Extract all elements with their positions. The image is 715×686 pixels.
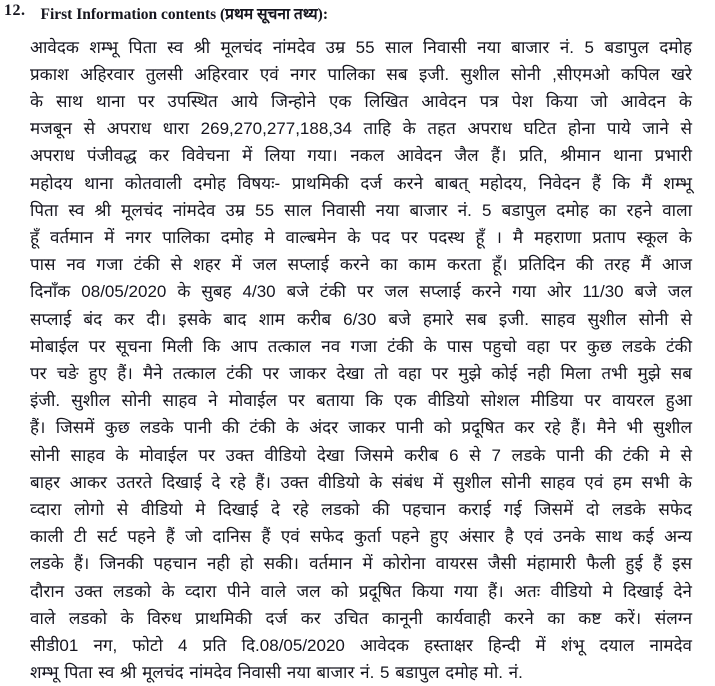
paragraph-line: सीडी01 नग, फोटो 4 प्रति दि.08/05/2020 आवेदक हस्ताक्षर हिन्दी में शंभू दयाल नामदेव bbox=[30, 636, 692, 656]
paragraph-line: महोदय थाना कोतवाली दमोह विषयः- प्राथमिकी दर्ज करने बाबत् महोदय, निवेदन हैं कि मैं शम्भू bbox=[30, 173, 692, 193]
paragraph-line: सप्लाई बंद कर दी। इसके बाद शाम करीब 6/30 बजे हमारे सब इजी. साहव सुशील सोनी से bbox=[30, 309, 692, 329]
paragraph-line: दिनाँक 08/05/2020 के सुबह 4/30 बजे टंकी पर जल सप्लाई करने गया ओर 11/30 बजे जल bbox=[30, 282, 692, 302]
paragraph-line: वाले लडको के विरुध प्राथमिकी दर्ज कर उचित कानूनी कार्यवाही करने का कष्ट करें। संलग्न bbox=[30, 608, 692, 628]
paragraph-line: पर चङे हुए हैं। मैने तत्काल टंकी पर जाकर देखा तो वहा पर मुझे कोई नही मिला तभी मुझे सब bbox=[30, 364, 693, 384]
paragraph-line: बाहर आकर उतरते दिखाई दे रहे हैं। उक्त वीडियो के संबंध में सुशील सोनी साहव एवं हम सभी के bbox=[30, 472, 692, 492]
paragraph-line: पास नव गजा टंकी से शहर में जल सप्लाई करने का काम करता हूँ। प्रतिदिन की तरह मैं आज bbox=[30, 255, 692, 275]
paragraph-line: व्दारा लोगो से वीडियो मे दिखाई दे रहे लडको की पहचान कराई गई जिसमें दो लडके सफेद bbox=[30, 500, 692, 520]
paragraph-line: पिता स्व श्री मूलचंद नांमदेव उम्र 55 साल निवासी नया बाजार नं. 5 बडापुल दमोह का रहने वाला bbox=[30, 200, 692, 220]
paragraph-line: के साथ थाना पर उपस्थित आये जिन्होने एक लिखित आवेदन पत्र पेश किया जो आवेदन के bbox=[30, 92, 692, 111]
paragraph-line: प्रकाश अहिरवार तुलसी अहिरवार एवं नगर पालिका सब इजी. सुशील सोनी ,सीएमओ कपिल खरे bbox=[30, 64, 692, 84]
paragraph-line: मजबून से अपराध धारा 269,270,277,188,34 ताहि के तहत अपराध घटित होना पाये जाने से bbox=[30, 119, 692, 139]
paragraph-line: हैं। जिसमें कुछ लडके पानी की टंकी के अंदर जाकर पानी को प्रदूषित कर रहे हैं। मैने भी सुशील bbox=[30, 418, 692, 438]
fir-contents-paragraph bbox=[0, 25, 715, 686]
paragraph-line: दौरान उक्त लडको के व्दारा पीने वाले जल को प्रदूषित किया गया हैं। अतः वीडियो मे दिखाई देने bbox=[30, 581, 692, 601]
paragraph-line: सोनी साहव के मोवाईल पर उक्त वीडियो देखा जिसमे करीब 6 से 7 लडके पानी की टंकी मे से bbox=[30, 445, 692, 465]
paragraph-line: शम्भू पिता स्व श्री मूलचंद नांमदेव निवासी नया बाजार नं. 5 बडापुल दमोह मो. नं. bbox=[30, 663, 523, 683]
paragraph-line: मोबाईल पर सूचना मिली कि आप तत्काल नव गजा टंकी के पास पहुचो वहा पर कुछ लडके टंकी bbox=[30, 336, 692, 356]
paragraph-line: लडके हैं। जिनकी पहचान नही हो सकी। वर्तमान में कोरोना वायरस जैसी मंहामारी फैली हुई हैं इस bbox=[30, 554, 692, 574]
item-number: 12. bbox=[4, 2, 26, 19]
paragraph-line: काली टी सर्ट पहने हैं जो दानिस हैं एवं सफेद कुर्ता पहने हुए अंसार है एवं उनके साथ कई अन्य bbox=[30, 527, 692, 547]
paragraph-line: आवेदक शम्भू पिता स्व श्री मूलचंद नांमदेव उम्र 55 साल निवासी नया बाजार नं. 5 बडापुल दमोह bbox=[30, 37, 692, 57]
section-heading-row bbox=[0, 0, 715, 25]
paragraph-line: हूँ वर्तमान में नगर पालिका दमोह मे वाल्बमेन के पद पर पदस्थ हूँ । मै महराणा प्रताप स्कूल के bbox=[30, 228, 692, 248]
paragraph-line: इंजी. सुशील सोनी साहव ने मोवाईल पर बताया कि एक वीडियो सोशल मीडिया पर वायरल हुआ bbox=[30, 391, 692, 411]
paragraph-line: अपराध पंजीवद्ध कर विवेचना में लिया गया। नकल आवेदन जैल हैं। प्रति, श्रीमान थाना प्रभारी bbox=[30, 146, 692, 166]
section-heading: First Information contents (प्रथम सूचना तथ्य): bbox=[40, 6, 328, 23]
